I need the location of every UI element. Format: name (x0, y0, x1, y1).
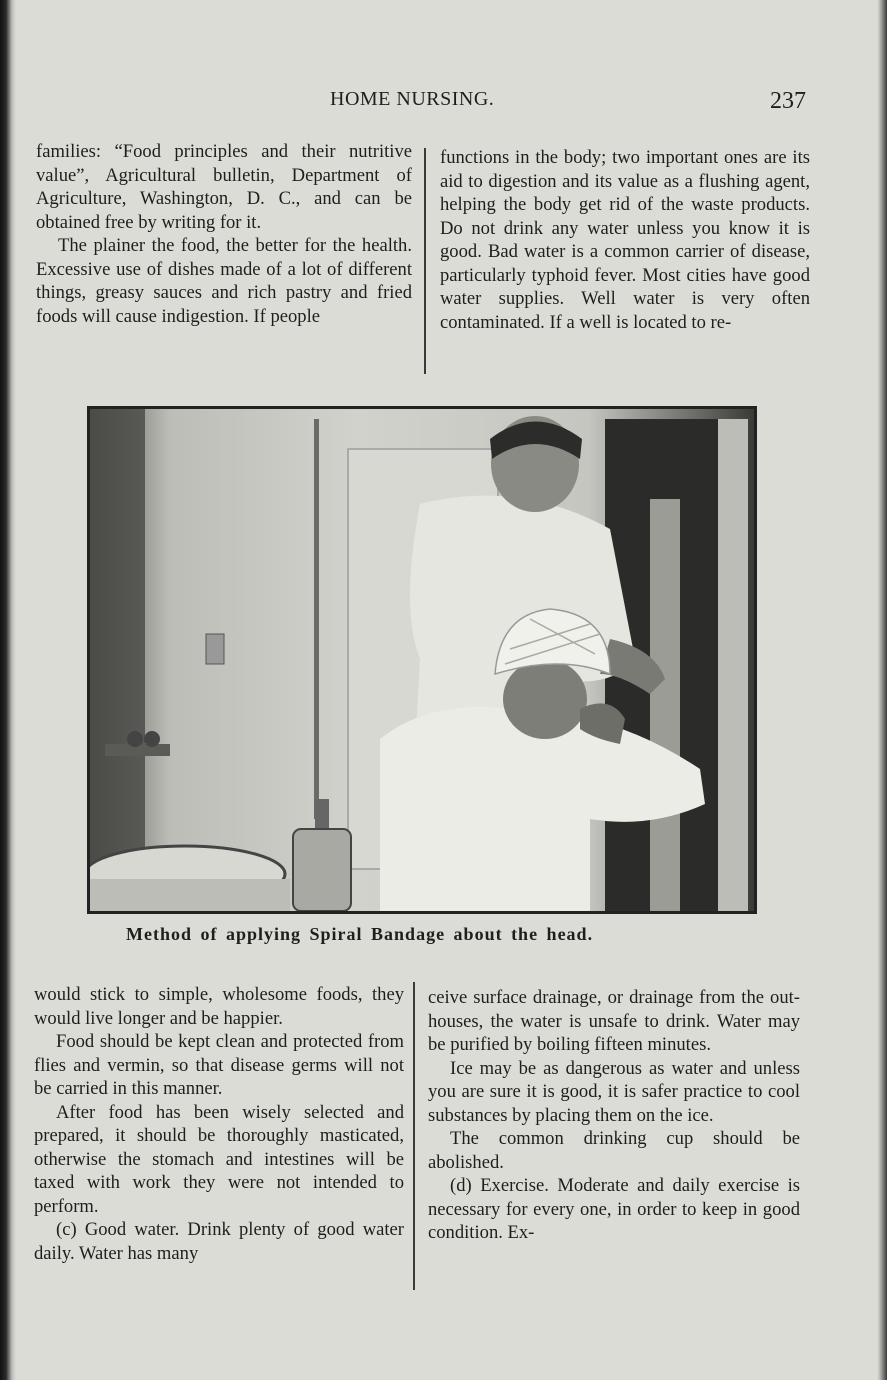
paragraph: would stick to simple, wholesome foods, they would live longer and be happier. (34, 984, 404, 1029)
paragraph: (d) Exercise. Moderate and daily exercise is necessary for every one, in order to keep in good condition. Ex- (428, 1175, 800, 1243)
paragraph: families: “Food principles and their nutritive value”, Agricultural bulletin, Department of Agriculture, Washington, D. C., and can be obtained free by writing for it. (36, 141, 412, 233)
page-binding-edge (0, 0, 16, 1380)
page-number: 237 (770, 88, 806, 114)
bandage-photograph (87, 406, 757, 914)
paragraph: The common drinking cup should be abolished. (428, 1128, 800, 1173)
text-column-top-left (36, 140, 412, 328)
text-column-bottom-right (428, 986, 800, 1245)
paragraph: ceive surface drainage, or drainage from the out-houses, the water is unsafe to drink. Water may be purified by boiling fifteen minutes. (428, 987, 800, 1055)
paragraph: The plainer the food, the better for the health. Excessive use of dishes made of a lot of different things, greasy sauces and rich pastry and fried foods will cause indigestion. If people (36, 235, 412, 327)
running-head: HOME NURSING. (330, 88, 495, 110)
paragraph: (c) Good water. Drink plenty of good water daily. Water has many (34, 1219, 404, 1264)
paragraph: Food should be kept clean and protected from flies and vermin, so that disease germs will not be carried in this manner. (34, 1031, 404, 1099)
text-column-top-right (440, 146, 810, 334)
paragraph: After food has been wisely selected and prepared, it should be thoroughly masticated, otherwise the stomach and intestines will be taxed with work they were not intended to perform. (34, 1101, 404, 1217)
figure-caption: Method of applying Spiral Bandage about the head. (126, 924, 594, 944)
paragraph: functions in the body; two important ones are its aid to digestion and its value as a flushing agent, helping the body get rid of the waste products. Do not drink any water unless you know it is good. Bad water is a common carrier of disease, particularly typhoid fever. Most cities have good water supplies. Well water is very often contaminated. If a well is located to re- (440, 147, 810, 333)
page-right-edge (877, 0, 887, 1380)
column-rule (413, 982, 415, 1290)
column-rule (424, 148, 426, 374)
photo-illustration (90, 409, 754, 911)
paragraph: Ice may be as dangerous as water and unless you are sure it is good, it is safer practice to cool substances by placing them on the ice. (428, 1057, 800, 1126)
text-column-bottom-left (34, 983, 404, 1265)
